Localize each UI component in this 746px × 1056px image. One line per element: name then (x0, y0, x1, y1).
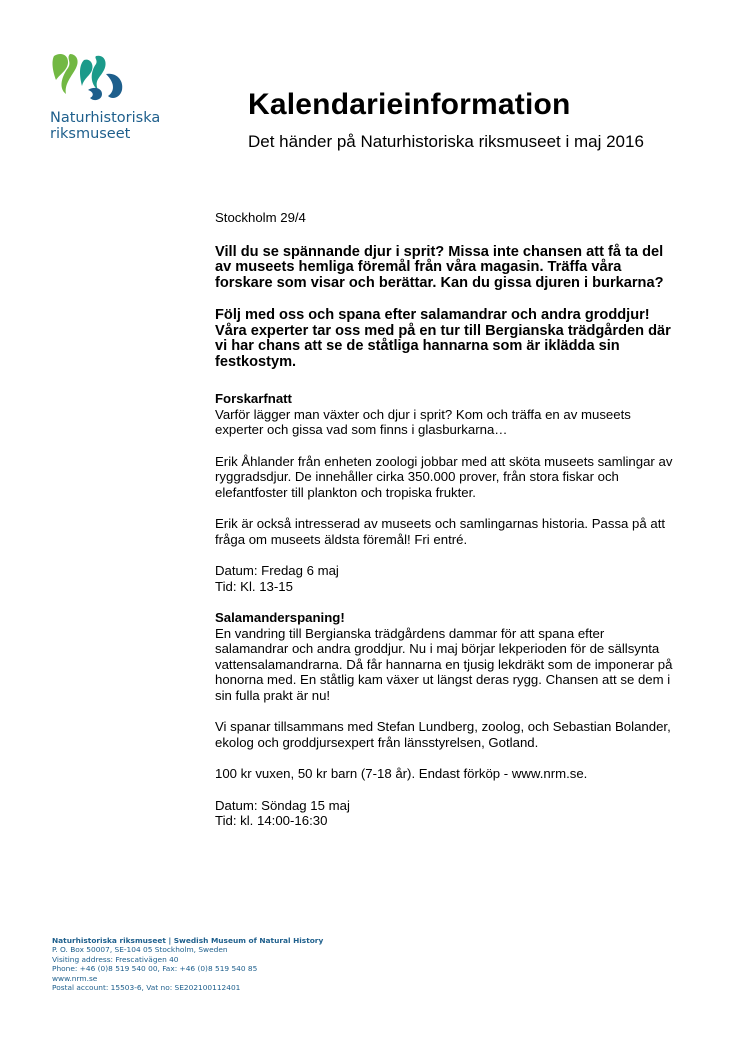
event-title: Salamanderspaning! (215, 610, 345, 625)
event-paragraph: Erik är också intresserad av museets och samlingarnas historia. Passa på att fråga om museets äldsta föremål! Fri entré. (215, 516, 666, 547)
event-paragraph: Vi spanar tillsammans med Stefan Lundberg, zoolog, och Sebastian Bolander, ekolog och groddjursexpert från länsstyrelsen, Gotland. (215, 719, 671, 750)
footer-phone: Phone: +46 (0)8 519 540 00, Fax: +46 (0)8 519 540 85 (52, 964, 258, 974)
page-subtitle: Det händer på Naturhistoriska riksmuseet i maj 2016 (248, 132, 644, 151)
logo-line-2: riksmuseet (50, 126, 131, 142)
event-forskarfnatt (215, 391, 675, 594)
footer-org: Naturhistoriska riksmuseet | Swedish Museum of Natural History (52, 936, 324, 945)
event-time: Tid: Kl. 13-15 (215, 578, 293, 594)
footer (52, 936, 452, 992)
page-title: Kalendarieinformation (248, 88, 571, 121)
event-paragraph: Varför lägger man växter och djur i sprit? Kom och träffa en av museets experter och gissa vad som finns i glasburkarna… (215, 406, 631, 437)
event-date: Datum: Söndag 15 maj (215, 797, 350, 813)
museum-logo (50, 50, 190, 142)
footer-address: P. O. Box 50007, SE-104 05 Stockholm, Sweden (52, 945, 228, 955)
event-date: Datum: Fredag 6 maj (215, 563, 339, 578)
press-release-body (215, 210, 675, 829)
place-date: Stockholm 29/4 (215, 210, 306, 225)
event-time: Tid: kl. 14:00-16:30 (215, 813, 328, 828)
museum-logo-icon (50, 50, 128, 102)
event-paragraph: Erik Åhlander från enheten zoologi jobbar med att sköta museets samlingar av ryggradsdjur. De innehåller cirka 350.000 prover, från stora fiskar och elefantfoster till plankton och tropiska frukter. (215, 453, 673, 500)
event-paragraph: 100 kr vuxen, 50 kr barn (7-18 år). Endast förköp - www.nrm.se. (215, 766, 588, 781)
footer-postal: Postal account: 15503-6, Vat no: SE202100112401 (52, 983, 241, 993)
logo-line-1: Naturhistoriska (50, 110, 161, 126)
event-title: Forskarfnatt (215, 391, 292, 406)
event-salamanderspaning (215, 610, 675, 829)
footer-web[interactable]: www.nrm.se (52, 973, 98, 983)
footer-visiting: Visiting address: Frescativägen 40 (52, 954, 179, 964)
event-paragraph: En vandring till Bergianska trädgårdens dammar för att spana efter salamandrar och andra groddjur. Nu i maj börjar lekperioden för de sällsynta vattensalamandrarna. Då får hannarna en tjusig lekdräkt som de imponerar på honorna med. En ståtlig kam växer ut längst deras rygg. Chansen att se dem i sin fulla prakt är nu! (215, 625, 673, 703)
lead-paragraph-1: Vill du se spännande djur i sprit? Missa inte chansen att få ta del av museets hemliga föremål från våra magasin. Träffa våra forskare som visar och berättar. Kan du gissa djuren i burkarna? (215, 243, 664, 291)
lead-paragraph-2: Följ med oss och spana efter salamandrar och andra groddjur! Våra experter tar oss med på en tur till Bergianska trädgården där vi har chans att se de ståtliga hannarna som är iklädda sin festkostym. (215, 307, 671, 370)
